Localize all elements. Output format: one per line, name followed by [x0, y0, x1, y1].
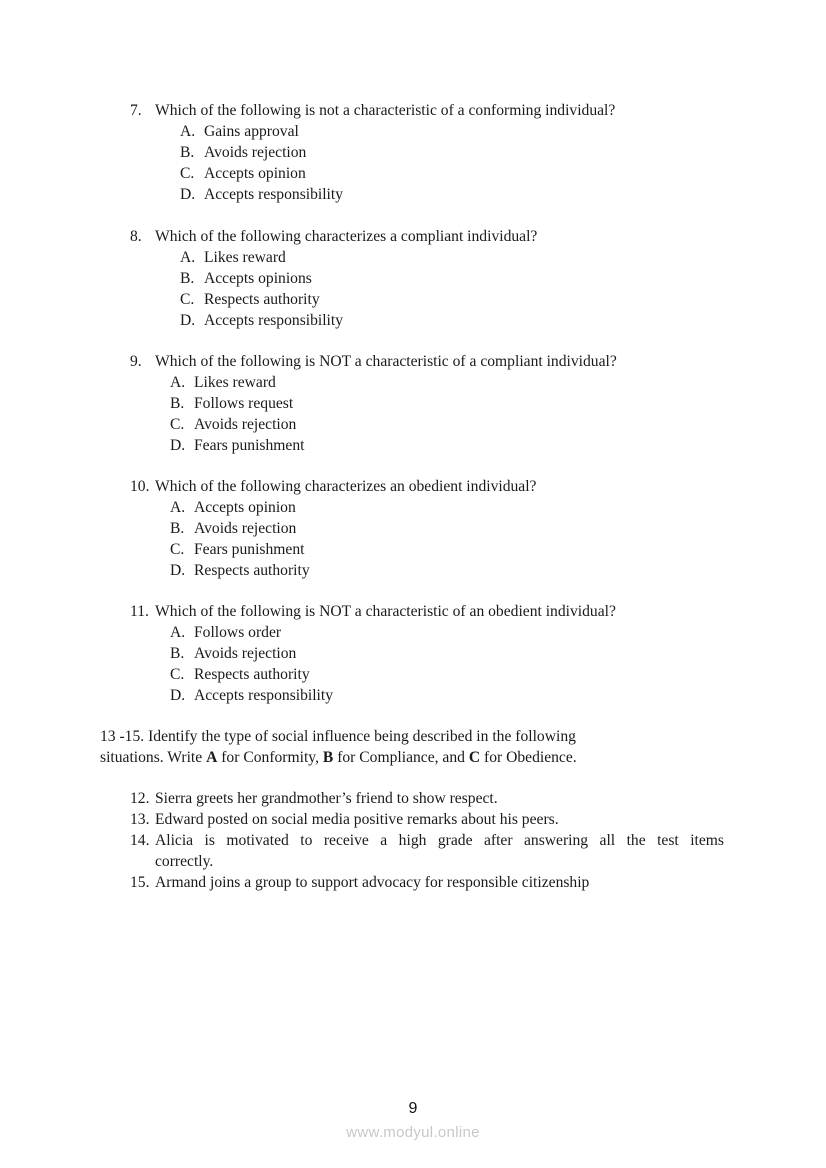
- item-number: 14.: [130, 832, 150, 849]
- option-text: Follows order: [194, 624, 282, 641]
- option-text: Accepts responsibility: [204, 186, 344, 203]
- option-text: Avoids rejection: [204, 144, 307, 161]
- item-text: Edward posted on social media positive remarks about his peers.: [155, 811, 559, 828]
- instruction-line-1: 13 -15. Identify the type of social influence being described in the following: [100, 728, 576, 745]
- option-letter: B.: [170, 645, 185, 662]
- option-text: Accepts opinions: [204, 270, 312, 287]
- question-text: Which of the following is NOT a characteristic of an obedient individual?: [155, 603, 616, 620]
- option-text: Avoids rejection: [194, 645, 297, 662]
- option-letter: C.: [170, 666, 185, 683]
- option-text: Accepts responsibility: [204, 312, 344, 329]
- option-letter: B.: [180, 144, 195, 161]
- option-text: Follows request: [194, 395, 294, 412]
- item-text-continuation: correctly.: [155, 853, 214, 870]
- option-letter: A.: [170, 624, 186, 641]
- option-letter: C.: [180, 291, 195, 308]
- option-text: Fears punishment: [194, 437, 305, 454]
- question-number: 10.: [130, 478, 150, 495]
- option-letter: A.: [170, 499, 186, 516]
- question-number: 7.: [130, 102, 142, 119]
- option-letter: A.: [170, 374, 186, 391]
- option-letter: B.: [180, 270, 195, 287]
- option-letter: D.: [180, 312, 196, 329]
- page-number: 9: [408, 1100, 418, 1117]
- question-text: Which of the following characterizes an obedient individual?: [155, 478, 537, 495]
- option-text: Respects authority: [194, 666, 310, 683]
- option-text: Accepts opinion: [194, 499, 296, 516]
- question-text: Which of the following characterizes a compliant individual?: [155, 228, 538, 245]
- question-number: 11.: [130, 603, 149, 620]
- option-text: Accepts responsibility: [194, 687, 334, 704]
- question-number: 8.: [130, 228, 142, 245]
- question-number: 9.: [130, 353, 142, 370]
- option-letter: A.: [180, 123, 196, 140]
- option-text: Likes reward: [194, 374, 276, 391]
- option-text: Likes reward: [204, 249, 286, 266]
- option-letter: D.: [180, 186, 196, 203]
- item-text: Armand joins a group to support advocacy for responsible citizenship: [155, 874, 590, 891]
- option-letter: A.: [180, 249, 196, 266]
- item-number: 12.: [130, 790, 150, 807]
- item-text: Alicia is motivated to receive a high grade after answering all the test items: [155, 832, 724, 849]
- item-number: 13.: [130, 811, 150, 828]
- option-letter: B.: [170, 520, 185, 537]
- question-text: Which of the following is NOT a characteristic of a compliant individual?: [155, 353, 617, 370]
- option-letter: C.: [170, 416, 185, 433]
- instruction-line-2: situations. Write A for Conformity, B for Compliance, and C for Obedience.: [100, 749, 577, 766]
- option-text: Respects authority: [204, 291, 320, 308]
- question-text: Which of the following is not a characteristic of a conforming individual?: [155, 102, 616, 119]
- option-text: Gains approval: [204, 123, 299, 140]
- option-letter: D.: [170, 687, 186, 704]
- option-text: Avoids rejection: [194, 416, 297, 433]
- item-text: Sierra greets her grandmother’s friend to show respect.: [155, 790, 498, 807]
- option-letter: C.: [170, 541, 185, 558]
- option-text: Fears punishment: [194, 541, 305, 558]
- option-letter: B.: [170, 395, 185, 412]
- item-number: 15.: [130, 874, 150, 891]
- watermark: www.modyul.online: [346, 1124, 480, 1141]
- option-text: Accepts opinion: [204, 165, 306, 182]
- option-letter: C.: [180, 165, 195, 182]
- option-text: Avoids rejection: [194, 520, 297, 537]
- option-text: Respects authority: [194, 562, 310, 579]
- option-letter: D.: [170, 437, 186, 454]
- option-letter: D.: [170, 562, 186, 579]
